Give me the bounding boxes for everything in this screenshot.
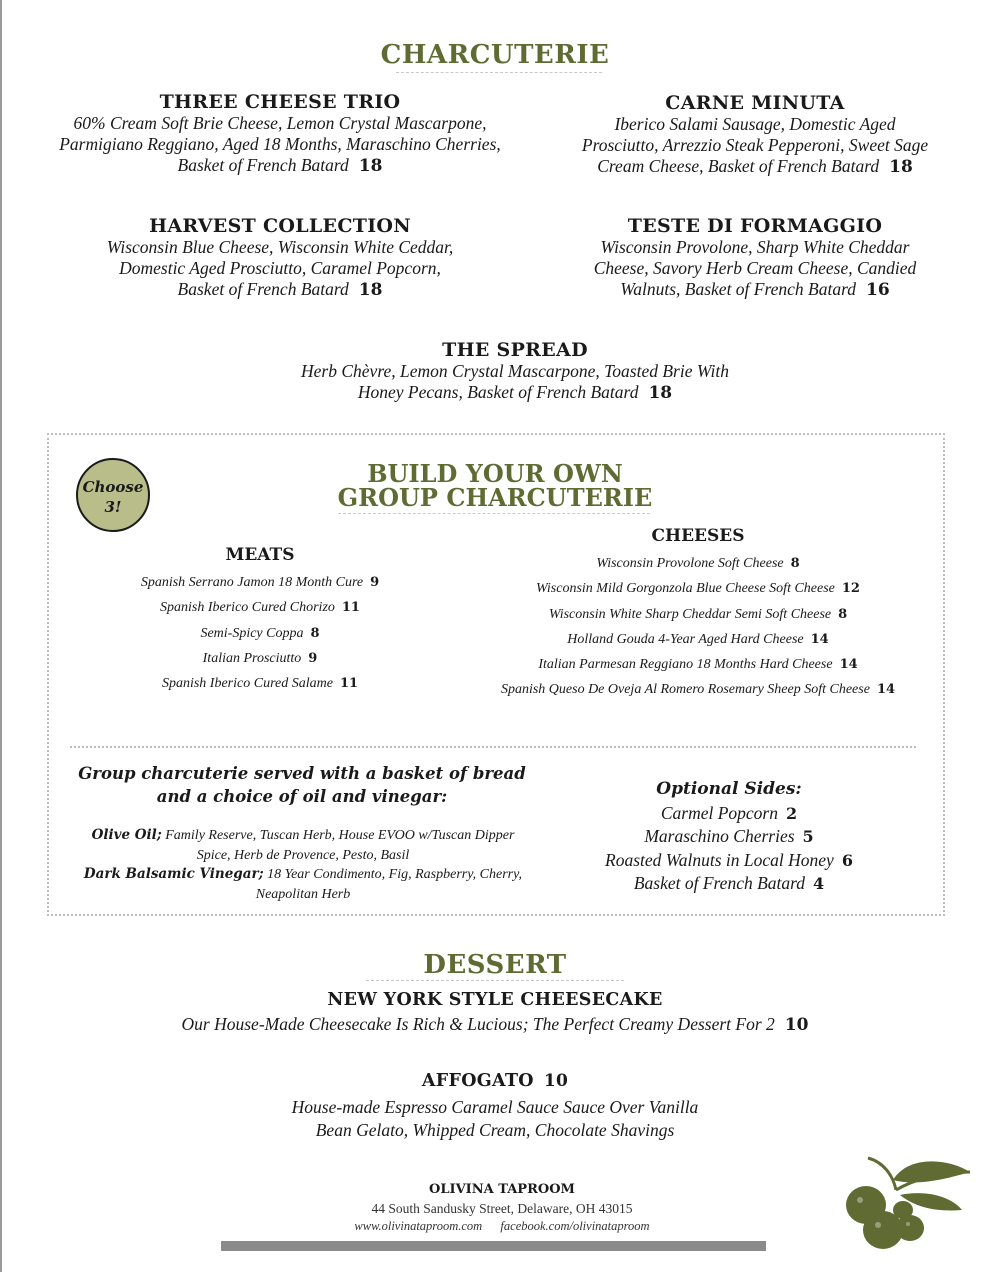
- build-title: BUILD YOUR OWN GROUP CHARCUTERIE: [337, 459, 653, 512]
- served-with-note: Group charcuterie served with a basket of bread and a choice of oil and vinegar:: [78, 764, 526, 806]
- item-desc: Our House-Made Cheesecake Is Rich & Lucious; The Perfect Creamy Dessert For 2 10: [181, 1014, 809, 1035]
- list-item: Italian Prosciutto 9: [202, 650, 318, 666]
- item-price: 10: [784, 1015, 809, 1035]
- list-item: Wisconsin White Sharp Cheddar Semi Soft Cheese 8: [548, 606, 848, 622]
- menu-item-affogato: [230, 1070, 760, 1142]
- cheeses-list: [488, 551, 908, 703]
- list-item: Wisconsin Provolone Soft Cheese 8: [596, 556, 800, 571]
- footer: [300, 1181, 704, 1235]
- list-item: Spanish Serrano Jamon 18 Month Cure 9: [140, 575, 380, 590]
- menu-item-three-cheese-trio: [30, 91, 530, 177]
- list-item: Holland Gouda 4-Year Aged Hard Cheese 14: [567, 631, 829, 647]
- list-item: Roasted Walnuts in Local Honey 6: [605, 849, 853, 870]
- footer-links: [300, 1218, 704, 1235]
- list-item: Maraschino Cherries 5: [644, 826, 814, 846]
- item-name: THREE CHEESE TRIO: [159, 91, 401, 113]
- item-name: CARNE MINUTA: [665, 92, 845, 114]
- list-item: Carmel Popcorn 2: [660, 802, 798, 823]
- item-name: THE SPREAD: [442, 339, 588, 361]
- item-desc: Herb Chèvre, Lemon Crystal Mascarpone, Toasted Brie With Honey Pecans, Basket of French Batard 18: [301, 361, 729, 403]
- facebook-link[interactable]: facebook.com/olivinataproom: [500, 1219, 650, 1233]
- cheeses-heading: CHEESES: [651, 526, 745, 546]
- optional-sides: [590, 778, 868, 896]
- list-item: Spanish Iberico Cured Salame 11: [161, 676, 359, 692]
- item-name: HARVEST COLLECTION: [149, 215, 411, 237]
- menu-item-carne-minuta: [540, 92, 970, 178]
- list-item: Spanish Iberico Cured Chorizo 11: [160, 600, 360, 616]
- menu-item-teste-di-formaggio: [540, 215, 970, 301]
- item-desc: Wisconsin Provolone, Sharp White Cheddar Cheese, Savory Herb Cream Cheese, Candied Walnuts, Basket of French Batard 16: [593, 237, 917, 300]
- menu-item-harvest-collection: [30, 215, 530, 301]
- item-desc: House-made Espresso Caramel Sauce Sauce Over Vanilla Bean Gelato, Whipped Cream, Chocolate Shavings: [291, 1097, 699, 1140]
- item-name: NEW YORK STYLE CHEESECAKE: [327, 990, 663, 1010]
- sides-heading: Optional Sides:: [656, 779, 802, 799]
- item-name: TESTE DI FORMAGGIO: [627, 215, 883, 237]
- list-item: Wisconsin Mild Gorgonzola Blue Cheese Soft Cheese 12: [536, 581, 860, 597]
- olive-branch-icon: [838, 1150, 978, 1264]
- page-left-edge: [0, 0, 2, 1272]
- website-link[interactable]: www.olivinataproom.com: [354, 1219, 483, 1233]
- charcuterie-title: CHARCUTERIE: [380, 40, 610, 70]
- item-name: AFFOGATO 10: [421, 1071, 569, 1091]
- choose-3-badge: Choose 3!: [76, 458, 150, 532]
- footer-address: 44 South Sandusky Street, Delaware, OH 43015: [371, 1201, 633, 1216]
- item-desc: 60% Cream Soft Brie Cheese, Lemon Crystal Mascarpone, Parmigiano Reggiano, Aged 18 Months, Maraschino Cherries, Basket of French Batard 18: [59, 113, 501, 176]
- menu-item-the-spread: [235, 339, 795, 404]
- menu-item-cheesecake: [150, 989, 840, 1036]
- list-item: Semi-Spicy Coppa 8: [200, 625, 320, 641]
- footer-bar: [221, 1241, 766, 1251]
- item-price: 18: [358, 280, 383, 300]
- item-desc: Wisconsin Blue Cheese, Wisconsin White Ceddar, Domestic Aged Prosciutto, Caramel Popcorn, Basket of French Batard 18: [106, 237, 454, 300]
- item-price: 18: [889, 157, 913, 177]
- dessert-title: DESSERT: [423, 950, 567, 980]
- item-desc: Iberico Salami Sausage, Domestic Aged Prosciutto, Arrezzio Steak Pepperoni, Sweet Sage Cream Cheese, Basket of French Batard 18: [581, 114, 929, 177]
- dessert-title-rule: [366, 980, 624, 981]
- meats-list: [100, 570, 420, 696]
- oil-vinegar-options: Olive Oil; Family Reserve, Tuscan Herb, House EVOO w/Tuscan Dipper Spice, Herb de Provence, Pesto, Basil Dark Balsamic Vinegar; 18 Year Condimento, Fig, Raspberry, Cherry, Neapolitan Herb: [83, 827, 523, 902]
- box-divider: [70, 746, 916, 748]
- item-price: 18: [648, 383, 673, 403]
- item-price: 16: [866, 280, 890, 300]
- charcuterie-title-rule: [396, 72, 602, 73]
- list-item: Basket of French Batard 4: [633, 873, 825, 893]
- list-item: Italian Parmesan Reggiano 18 Months Hard Cheese 14: [538, 657, 858, 673]
- list-item: Spanish Queso De Oveja Al Romero Rosemary Sheep Soft Cheese 14: [500, 682, 896, 698]
- meats-heading: MEATS: [225, 545, 295, 565]
- footer-name: OLIVINA TAPROOM: [429, 1182, 575, 1197]
- item-price: 18: [358, 156, 383, 176]
- build-title-rule: [338, 513, 650, 514]
